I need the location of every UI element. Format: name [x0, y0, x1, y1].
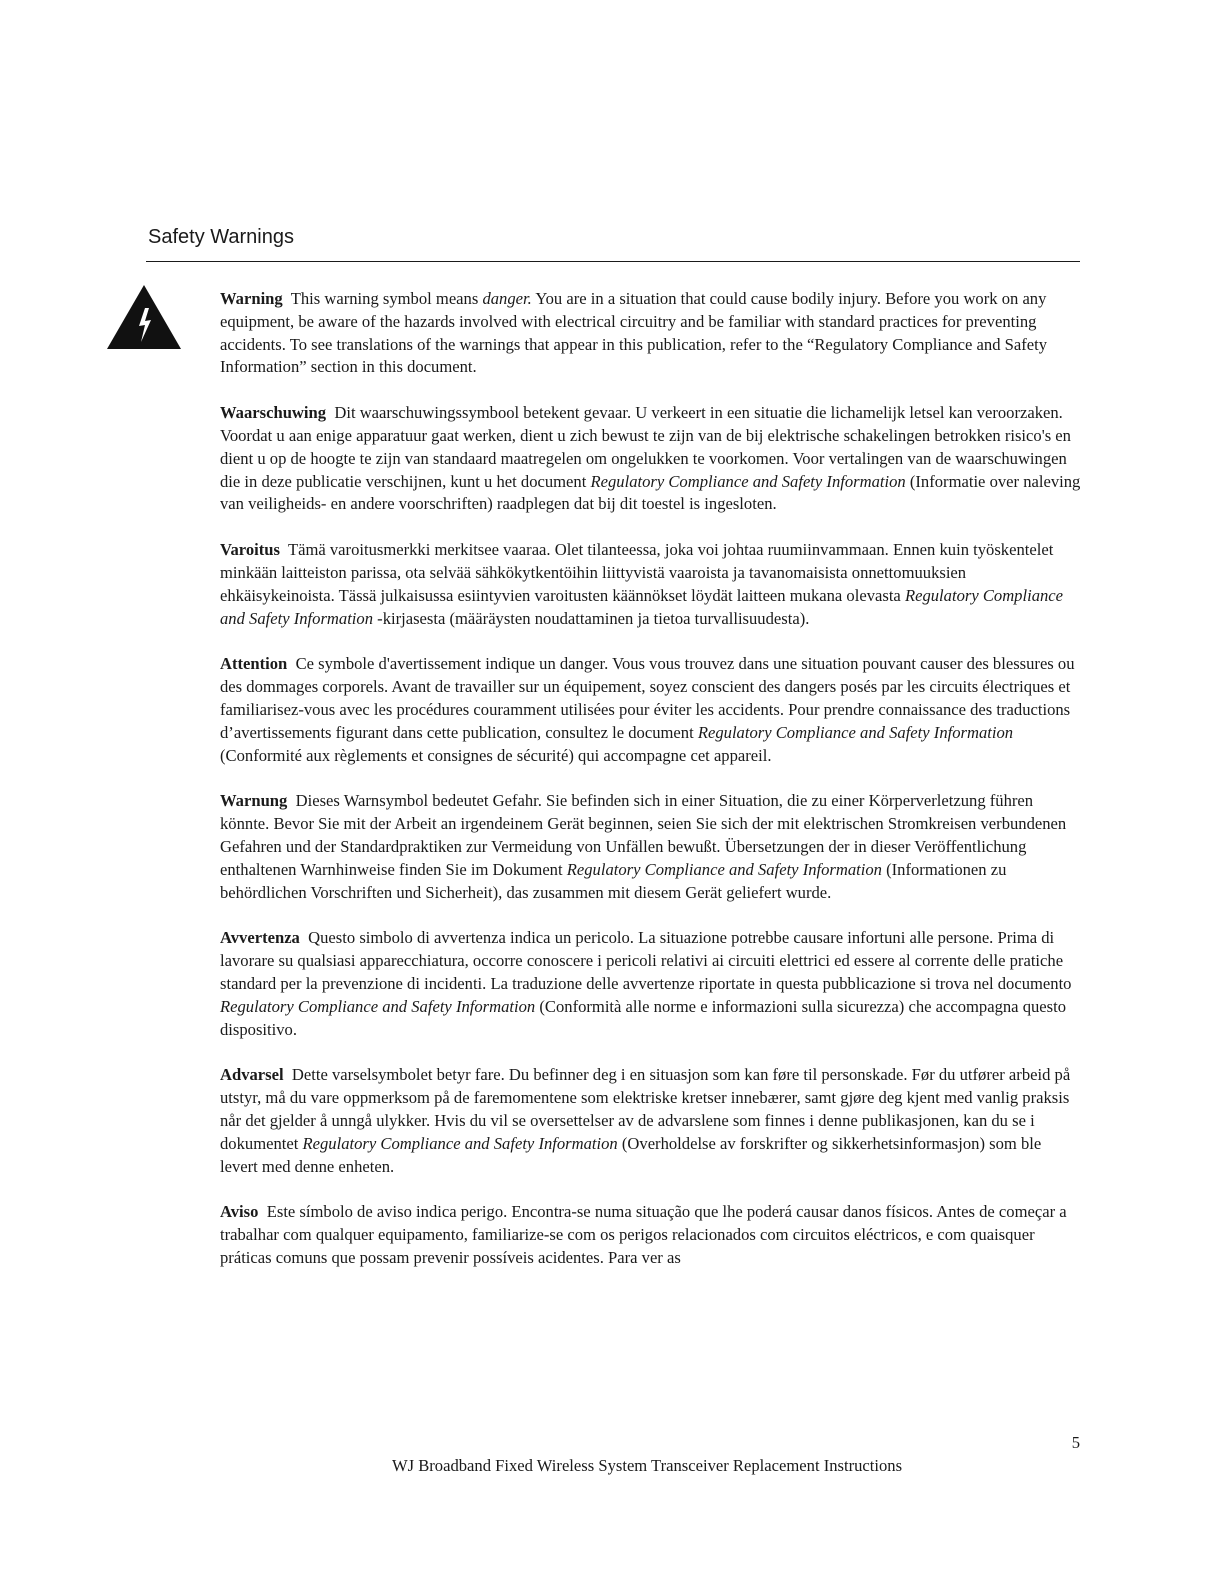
warning-paragraph-attention — [220, 653, 1082, 767]
warning-label: Avvertenza — [220, 928, 300, 948]
warning-text: This warning symbol means — [290, 289, 483, 308]
warning-paragraph-warnung — [220, 790, 1082, 904]
warning-text: Dette varselsymbolet betyr fare. Du befinner deg i en situasjon som kan føre til personskade. Før du utfører arbeid på utstyr, må du vare oppmerksom på de faremomentene som elektriske kretser innebærer, samt gjøre deg kjent med vanlig praksis når det gjelder å unngå ulykker. Hvis du vil se oversettelser av de advarslene som finnes i denne publikasjonen, kan du se i dokumentet — [220, 1065, 1071, 1153]
warning-text: You are in a situation that could cause bodily injury. Before you work on any equipment, be aware of the hazards involved with electrical circuitry and be familiar with standard practices for preventing accidents. To see translations of the warnings that appear in this publication, refer to the “Regulatory Compliance and Safety Information” section in this document. — [220, 289, 1048, 377]
warning-paragraph-waarschuwing — [220, 402, 1082, 516]
warning-label: Advarsel — [220, 1065, 284, 1085]
warning-label: Waarschuwing — [220, 403, 327, 423]
warning-text: -kirjasesta (määräysten noudattaminen ja tietoa turvallisuudesta). — [373, 608, 810, 628]
document-reference: Regulatory Compliance and Safety Information — [590, 471, 906, 491]
warning-text: (Conformità alle norme e informazioni sulla sicurezza) che accompagna questo dispositivo. — [220, 996, 1067, 1039]
document-reference: Regulatory Compliance and Safety Information — [697, 722, 1014, 742]
warning-text: Tämä varoitusmerkki merkitsee vaaraa. Olet tilanteessa, joka voi johtaa ruumiinvammaan. Ennen kuin työskentelet minkään laitteiston parissa, ota selvää sähkökytkentöihin liittyvistä vaaroista ja tavanomaisista onnettomuuksien ehkäisykeinoista. Tässä julkaisussa esiintyvien varoitusten käännökset löydät laitteen mukana olevasta — [220, 540, 1054, 605]
warning-paragraph-avvertenza — [220, 927, 1082, 1041]
warning-text: (Informatie over naleving van veiligheids- en andere voorschriften) raadplegen dat bij dit toestel is ingesloten. — [220, 471, 1081, 514]
warning-paragraph-warning — [220, 288, 1082, 379]
document-reference: Regulatory Compliance and Safety Information — [220, 996, 536, 1016]
warning-text: Questo simbolo di avvertenza indica un pericolo. La situazione potrebbe causare infortuni alle persone. Prima di lavorare su qualsiasi apparecchiatura, occorre conoscere i pericoli relativi ai circuiti elettrici ed essere al corrente delle pratiche standard per la prevenzione di incidenti. La traduzione delle avvertenze riportate in questa pubblicazione si trova nel documento — [220, 928, 1072, 993]
warning-label: Attention — [220, 654, 288, 674]
warning-text: Dit waarschuwingssymbool betekent gevaar. U verkeert in een situatie die lichamelijk letsel kan veroorzaken. Voordat u aan enige apparatuur gaat werken, dient u zich bewust te zijn van de bij elektrische schakelingen betrokken risico's en dient u op de hoogte te zijn van standaard maatregelen om ongelukken te voorkomen. Voor vertalingen van de waarschuwingen die in deze publicatie verschijnen, kunt u het document — [220, 403, 1071, 491]
warning-label: Varoitus — [220, 540, 280, 560]
document-reference: danger. — [482, 289, 532, 308]
document-reference: Regulatory Compliance and Safety Information — [302, 1133, 618, 1153]
warning-text: Dieses Warnsymbol bedeutet Gefahr. Sie befinden sich in einer Situation, die zu einer Körperverletzung führen könnte. Bevor Sie mit der Arbeit an irgendeinem Gerät beginnen, seien Sie sich der mit elektrischen Stromkreisen verbundenen Gefahren und der Standardpraktiken zur Vermeidung von Unfällen bewußt. Übersetzungen der in dieser Veröffentlichung enthaltenen Warnhinweise finden Sie im Dokument — [220, 791, 1067, 879]
warning-text: (Overholdelse av forskrifter og sikkerhetsinformasjon) som ble levert med denne enheten. — [220, 1133, 1042, 1176]
page-number: 5 — [1071, 1433, 1080, 1452]
warning-label: Warning — [220, 289, 283, 308]
warning-text: Este símbolo de aviso indica perigo. Encontra-se numa situação que lhe poderá causar danos físicos. Antes de começar a trabalhar com qualquer equipamento, familiarize-se com os perigos relacionados com circuitos eléctricos, e com quaisquer práticas comuns que possam prevenir possíveis acidentes. Para ver as — [220, 1202, 1067, 1267]
document-reference: Regulatory Compliance and Safety Information — [566, 859, 882, 879]
warnings-list — [220, 288, 1082, 1293]
warning-paragraph-varoitus — [220, 539, 1082, 630]
page-title: Safety Warnings — [148, 226, 294, 248]
warning-label: Warnung — [220, 791, 288, 811]
warning-paragraph-advarsel — [220, 1064, 1082, 1178]
warning-text: Ce symbole d'avertissement indique un danger. Vous vous trouvez dans une situation pouvant causer des blessures ou des dommages corporels. Avant de travailler sur un équipement, soyez conscient des dangers posés par les circuits électriques et familiarisez-vous avec les procédures couramment utilisées pour éviter les accidents. Pour prendre connaissance des traductions d’avertissements figurant dans cette publication, consultez le document — [220, 654, 1075, 742]
warning-paragraph-aviso — [220, 1201, 1082, 1269]
warning-text: (Informationen zu behördlichen Vorschriften und Sicherheit), das zusammen mit diesem Gerät geliefert wurde. — [220, 859, 1007, 902]
warning-triangle-icon — [106, 284, 182, 350]
warning-text: (Conformité aux règlements et consignes de sécurité) qui accompagne cet appareil. — [220, 745, 772, 765]
warning-label: Aviso — [220, 1202, 259, 1222]
document-reference: Regulatory Compliance and Safety Information — [220, 585, 1064, 628]
title-divider — [146, 261, 1080, 262]
footer-document-title: WJ Broadband Fixed Wireless System Transceiver Replacement Instructions — [391, 1456, 903, 1475]
